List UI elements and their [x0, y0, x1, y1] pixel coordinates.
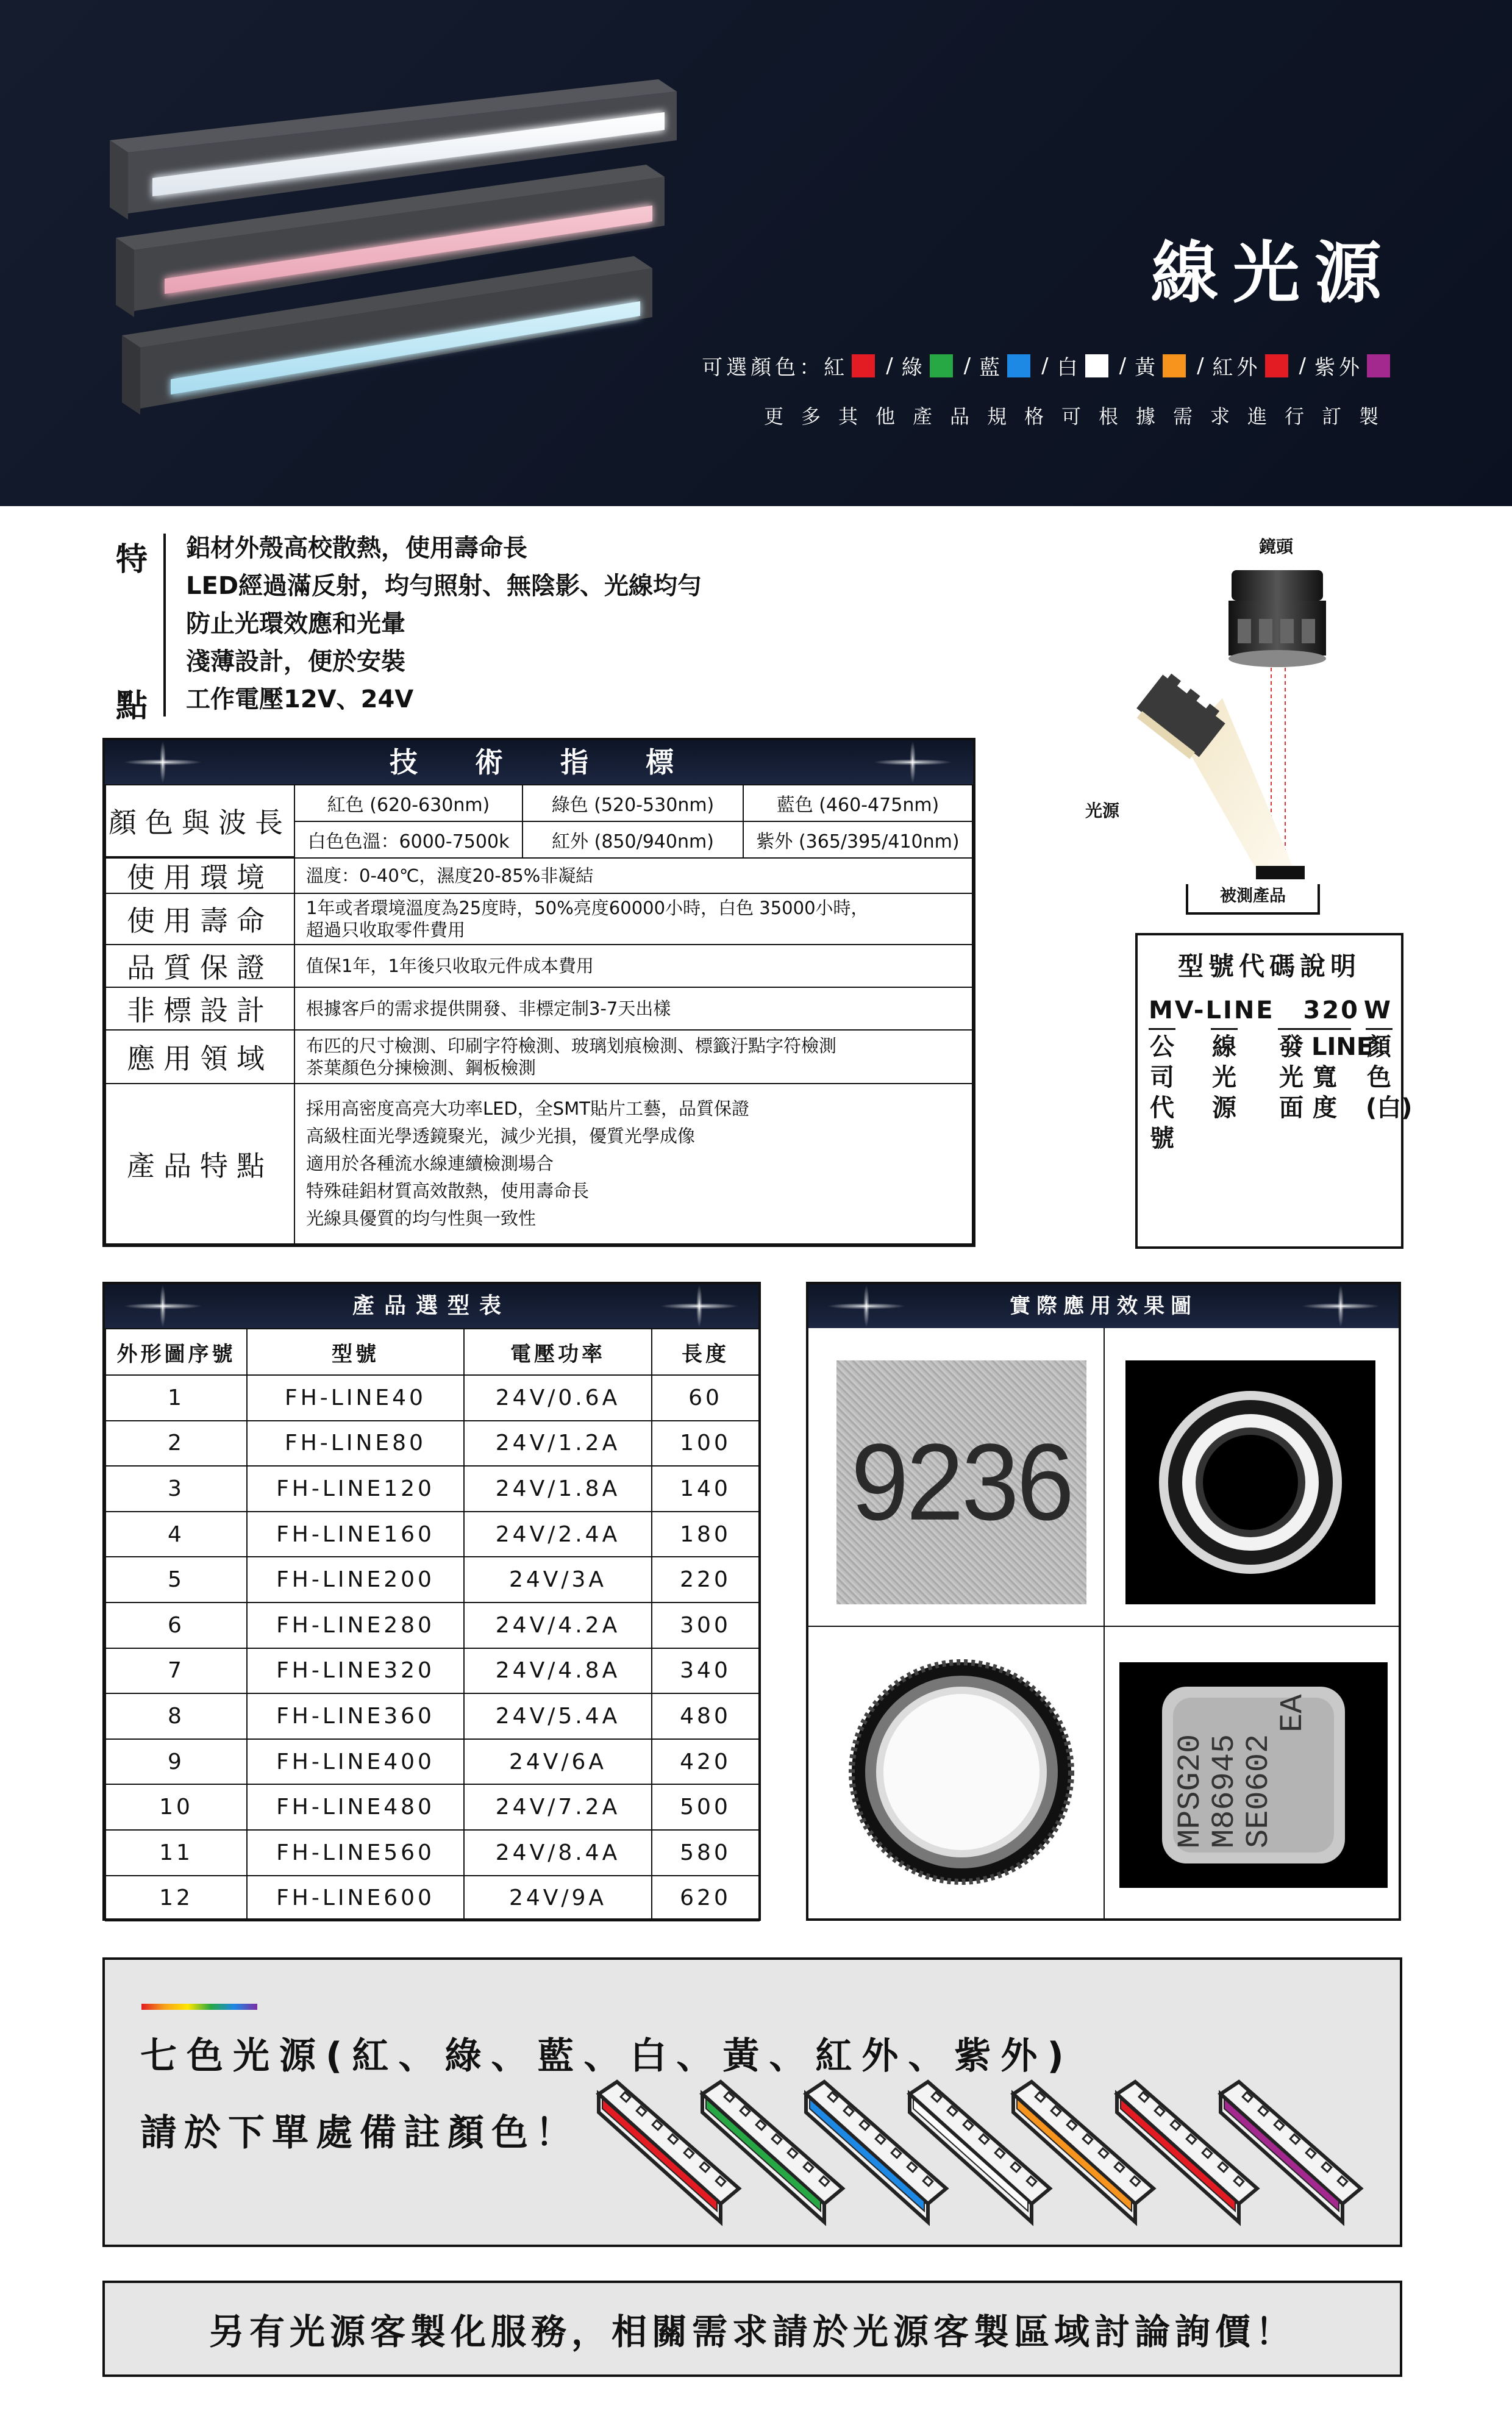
power-cell: 24V/2.4A	[463, 1511, 652, 1558]
model-cell: FH-LINE400	[246, 1738, 465, 1785]
camera-lens-icon	[1228, 570, 1326, 667]
infrared-swatch	[1265, 354, 1288, 377]
available-colors: 可選顏色： 紅 / 綠 / 藍 / 白 / 黃 / 紅外 / 紫外	[702, 351, 1396, 381]
order-cell: 4	[105, 1511, 248, 1558]
model-code-example	[1149, 996, 1393, 1024]
order-color-note: 請於下單處備註顏色！	[140, 2112, 579, 2154]
hero-banner	[0, 0, 1512, 506]
length-cell: 340	[651, 1648, 760, 1695]
chip-marking: MPSG20	[1172, 1734, 1208, 1848]
length-cell: 420	[651, 1738, 760, 1785]
selection-table-title: 產品選型表	[352, 1293, 511, 1318]
power-cell: 24V/4.8A	[463, 1648, 652, 1695]
color-item: 紅外	[1212, 356, 1261, 380]
color-bars-illustration	[593, 2076, 1385, 2234]
chip-marking-sample-image	[1119, 1662, 1388, 1888]
column-header: 外形圖序號	[105, 1328, 248, 1376]
chip-marking: SE0602	[1241, 1734, 1277, 1848]
power-cell: 24V/4.2A	[463, 1602, 652, 1649]
features-heading-bottom: 點	[116, 688, 148, 724]
length-cell: 220	[651, 1556, 760, 1603]
spec-label: 非標設計	[105, 987, 295, 1031]
code-part-company: MV-LINE	[1149, 996, 1275, 1024]
feature-item: 防止光環效應和光暈	[186, 610, 405, 638]
code-desc-line-light: 線光源	[1212, 1033, 1236, 1122]
spec-label: 顏色與波長	[105, 784, 295, 857]
spec-label: 應用領域	[105, 1029, 295, 1084]
features-heading-top: 特	[116, 541, 148, 578]
page-title: 線光源	[1151, 234, 1396, 312]
model-cell: FH-LINE40	[246, 1374, 465, 1421]
code-desc-color: 顏色(白)	[1366, 1033, 1413, 1122]
model-cell: FH-LINE480	[246, 1784, 465, 1831]
model-cell: FH-LINE600	[246, 1875, 465, 1922]
column-header: 型號	[246, 1328, 465, 1376]
chip-marking: M86945	[1207, 1734, 1243, 1848]
lens-label: 鏡頭	[1259, 537, 1294, 557]
spec-value: 值保1年，1年後只收取元件成本費用	[294, 944, 973, 988]
spec-value: 藍色 (460-475nm)	[743, 784, 973, 822]
spec-value: 紅色 (620-630nm)	[294, 784, 523, 822]
length-cell: 300	[651, 1602, 760, 1649]
red-swatch	[852, 354, 875, 377]
length-cell: 580	[651, 1829, 760, 1876]
sample-number: 9236	[850, 1421, 1072, 1543]
product-label: 被測產品	[1186, 884, 1320, 915]
selection-table	[102, 1282, 761, 1921]
order-cell: 3	[105, 1465, 248, 1512]
spec-value: 白色色溫：6000-7500k	[294, 821, 523, 859]
order-cell: 1	[105, 1374, 248, 1421]
setup-diagram	[1091, 558, 1360, 899]
model-cell: FH-LINE200	[246, 1556, 465, 1603]
order-cell: 5	[105, 1556, 248, 1603]
power-cell: 24V/8.4A	[463, 1829, 652, 1876]
order-cell: 12	[105, 1875, 248, 1922]
model-cell: FH-LINE560	[246, 1829, 465, 1876]
custom-order-note: 更多其他產品規格可根據需求進行訂製	[763, 405, 1396, 428]
spec-label: 使用環境	[105, 857, 295, 894]
features-divider	[163, 534, 166, 716]
feature-item: 淺薄設計，便於安裝	[186, 648, 405, 676]
model-cell: FH-LINE280	[246, 1602, 465, 1649]
line-light-products-image	[91, 73, 701, 439]
model-cell: FH-LINE80	[246, 1420, 465, 1467]
effects-panel	[806, 1282, 1401, 1921]
code-desc-line-width: LINE寬度	[1311, 1033, 1374, 1122]
seven-color-section	[102, 1957, 1402, 2247]
ring-dark-sample-image	[1125, 1360, 1375, 1604]
power-cell: 24V/1.8A	[463, 1465, 652, 1512]
spec-value: 溫度：0-40℃，濕度20-85%非凝結	[294, 857, 973, 894]
white-swatch	[1085, 354, 1108, 377]
code-desc-emitting-face: 發光面	[1279, 1033, 1303, 1122]
custom-service-footer: 另有光源客製化服務，相關需求請於光源客製區域討論詢價！	[102, 2281, 1402, 2377]
power-cell: 24V/3A	[463, 1556, 652, 1603]
power-cell: 24V/5.4A	[463, 1693, 652, 1740]
length-cell: 60	[651, 1374, 760, 1421]
spec-value: 採用高密度高亮大功率LED，全SMT貼片工藝，品質保證 高級柱面光學透鏡聚光，減少光損，優質光學成像 適用於各種流水線連續檢測場合 特殊硅鋁材質高效散熱，使用壽命長 光線具優質的均勻性與一致性	[294, 1083, 973, 1245]
color-item: 綠	[901, 356, 926, 380]
power-cell: 24V/0.6A	[463, 1374, 652, 1421]
order-cell: 8	[105, 1693, 248, 1740]
order-cell: 10	[105, 1784, 248, 1831]
length-cell: 620	[651, 1875, 760, 1922]
order-cell: 7	[105, 1648, 248, 1695]
color-item: 紫外	[1314, 356, 1363, 380]
model-code-title: 型號代碼說明	[1177, 951, 1361, 981]
spec-table-title: 技 術 指 標	[390, 746, 688, 779]
power-cell: 24V/9A	[463, 1875, 652, 1922]
length-cell: 500	[651, 1784, 760, 1831]
green-swatch	[930, 354, 953, 377]
model-cell: FH-LINE120	[246, 1465, 465, 1512]
ultraviolet-swatch	[1367, 354, 1390, 377]
spec-label: 產品特點	[105, 1083, 295, 1245]
seven-color-title: 七色光源(紅、綠、藍、白、黃、紅外、紫外)	[140, 2035, 1074, 2078]
knurled-ring-sample-image	[836, 1650, 1086, 1894]
order-cell: 2	[105, 1420, 248, 1467]
spec-value: 紅外 (850/940nm)	[522, 821, 744, 859]
order-cell: 9	[105, 1738, 248, 1785]
yellow-swatch	[1163, 354, 1186, 377]
power-cell: 24V/7.2A	[463, 1784, 652, 1831]
power-cell: 24V/6A	[463, 1738, 652, 1785]
color-item: 藍	[979, 356, 1004, 380]
code-part-width: 320	[1303, 996, 1360, 1024]
feature-item: LED經過滿反射，均勻照射、無陰影、光線均勻	[186, 572, 702, 600]
selection-table-header	[105, 1284, 758, 1328]
spec-value: 1年或者環境溫度為25度時，50%亮度60000小時，白色 35000小時， 超過只收取零件費用	[294, 893, 973, 945]
column-header: 長度	[651, 1328, 760, 1376]
model-cell: FH-LINE360	[246, 1693, 465, 1740]
feature-item: 工作電壓12V、24V	[186, 685, 414, 713]
order-cell: 6	[105, 1602, 248, 1649]
model-code-box	[1135, 933, 1413, 1249]
blue-swatch	[1007, 354, 1030, 377]
code-part-color: W	[1363, 996, 1393, 1024]
spec-label: 使用壽命	[105, 893, 295, 945]
power-cell: 24V/1.2A	[463, 1420, 652, 1467]
column-header: 電壓功率	[463, 1328, 652, 1376]
length-cell: 100	[651, 1420, 760, 1467]
test-product-icon	[1256, 866, 1305, 879]
length-cell: 180	[651, 1511, 760, 1558]
length-cell: 140	[651, 1465, 760, 1512]
spec-value: 根據客戶的需求提供開發、非標定制3-7天出樣	[294, 987, 973, 1031]
chip-marking: EA	[1275, 1694, 1311, 1732]
colors-prefix: 可選顏色：	[702, 356, 824, 380]
feature-item: 鋁材外殼高校散熱，使用壽命長	[186, 534, 527, 562]
color-item: 黃	[1135, 356, 1160, 380]
light-source-label: 光源	[1085, 801, 1120, 821]
features-list	[186, 529, 702, 718]
model-cell: FH-LINE160	[246, 1511, 465, 1558]
color-item: 紅	[824, 356, 849, 380]
length-cell: 480	[651, 1693, 760, 1740]
printed-number-sample-image	[836, 1360, 1086, 1604]
spec-value: 布匹的尺寸檢測、印刷字符檢測、玻璃划痕檢測、標籤汙點字符檢測 茶葉顏色分揀檢測、鋼板檢測	[294, 1029, 973, 1084]
order-cell: 11	[105, 1829, 248, 1876]
spec-table-header	[105, 740, 973, 784]
spec-label: 品質保證	[105, 944, 295, 988]
spec-value: 紫外 (365/395/410nm)	[743, 821, 973, 859]
effects-title: 實際應用效果圖	[1010, 1294, 1197, 1318]
color-item: 白	[1057, 356, 1082, 380]
effects-header	[808, 1284, 1399, 1328]
rainbow-accent-bar	[141, 2004, 257, 2010]
tech-spec-table	[102, 738, 975, 1247]
code-desc-company: 公司代號	[1150, 1033, 1174, 1152]
model-cell: FH-LINE320	[246, 1648, 465, 1695]
spec-value: 綠色 (520-530nm)	[522, 784, 744, 822]
